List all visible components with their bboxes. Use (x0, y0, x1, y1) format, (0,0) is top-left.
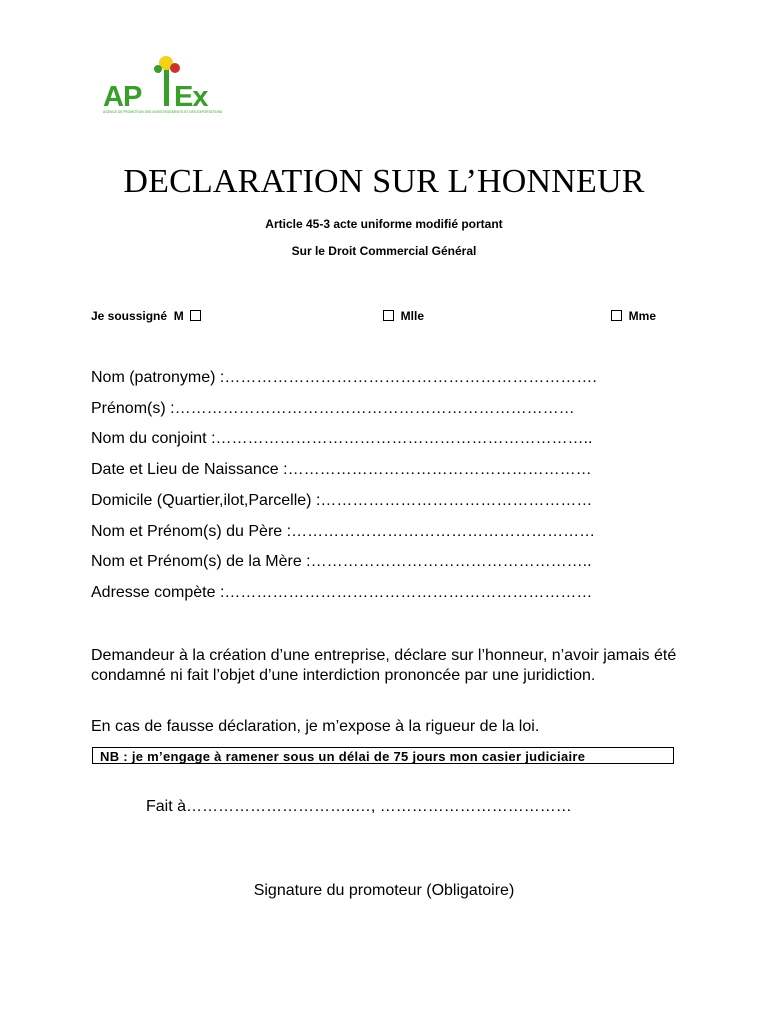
svg-text:Ex: Ex (174, 81, 208, 113)
field-pere: Nom et Prénom(s) du Père :………………………………………………… (91, 523, 596, 540)
signature-label: Signature du promoteur (Obligatoire) (253, 882, 515, 899)
civility-mlle-label: Mlle (400, 309, 425, 323)
checkbox-m[interactable] (190, 310, 201, 321)
civility-mlle (383, 309, 424, 323)
field-prenom: Prénom(s) :………………………………………………………………… (91, 400, 575, 417)
subtitle-article: Article 45-3 acte uniforme modifié portant (265, 217, 503, 231)
civility-m (91, 309, 201, 323)
civility-mme (611, 309, 656, 323)
penalty-paragraph: En cas de fausse déclaration, je m’expose à la rigueur de la loi. (91, 718, 540, 735)
field-mere: Nom et Prénom(s) de la Mère :…………………………………………….. (91, 553, 592, 570)
civility-label: Je soussigné (91, 309, 168, 323)
civility-m-label: M (173, 309, 184, 323)
svg-text:AGENCE DE PROMOTION DES INVEST: AGENCE DE PROMOTION DES INVESTISSEMENTS ET DES EXPORTATIONS (103, 110, 223, 114)
fait-a-line: Fait à…………………………..…, ……………………………… (146, 798, 572, 815)
subtitle-law: Sur le Droit Commercial Général (291, 244, 477, 258)
nb-notice: NB : je m’engage à ramener sous un délai de 75 jours mon casier judiciaire (92, 747, 674, 764)
field-adresse: Adresse compète :…………………………………………………………… (91, 584, 593, 601)
declaration-paragraph: Demandeur à la création d’une entreprise, déclare sur l’honneur, n’avoir jamais été condamné ni fait l’objet d’une interdiction prononcée par une juridiction. (91, 647, 677, 684)
checkbox-mlle[interactable] (383, 310, 394, 321)
apiex-logo (93, 52, 227, 136)
checkbox-mme[interactable] (611, 310, 622, 321)
svg-text:AP: AP (103, 81, 142, 113)
field-domicile: Domicile (Quartier,ilot,Parcelle) :…………………………………………… (91, 492, 593, 509)
civility-mme-label: Mme (628, 309, 657, 323)
field-naissance: Date et Lieu de Naissance :………………………………………………… (91, 461, 592, 478)
field-nom: Nom (patronyme) :……………………………………………………………. (91, 369, 597, 386)
document-title: DECLARATION SUR L’HONNEUR (123, 163, 645, 200)
field-conjoint: Nom du conjoint :…………………………………………………………….. (91, 430, 593, 447)
